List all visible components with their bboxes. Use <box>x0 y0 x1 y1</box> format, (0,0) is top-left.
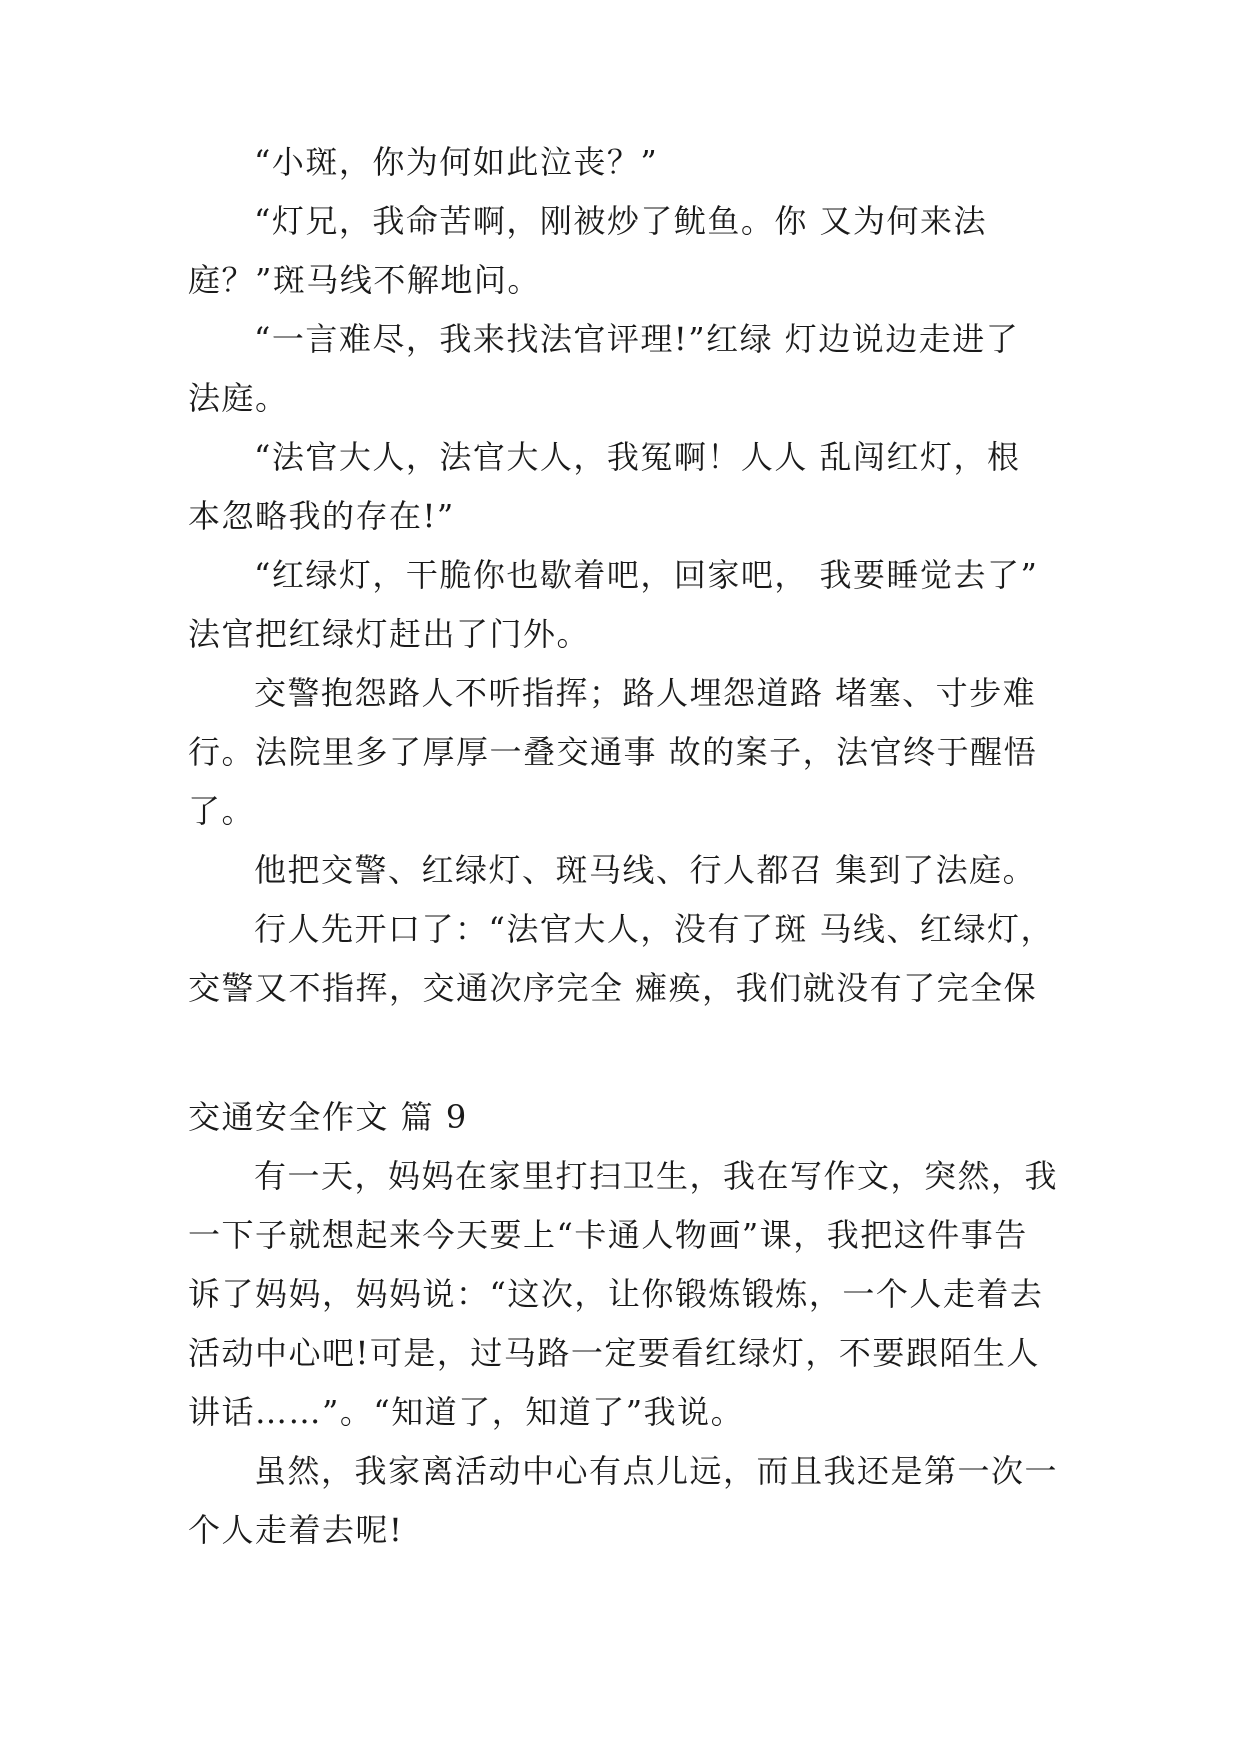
essay-section <box>188 1147 1068 1560</box>
text-line: 交警又不指挥，交通次序完全 瘫痪，我们就没有了完全保 <box>188 969 1038 1007</box>
text-line: 本忽略我的存在!” <box>188 497 455 535</box>
text-line: 法官把红绿灯赶出了门外。 <box>188 615 591 653</box>
text-line: 讲话……”。“知道了，知道了”我说。 <box>188 1393 745 1431</box>
story-section <box>188 133 1068 1018</box>
text-line: 虽然，我家离活动中心有点儿远，而且我还是第一次一 <box>254 1452 1059 1490</box>
text-line: “一言难尽，我来找法官评理!”红绿 灯边说边走进了 <box>254 320 1020 358</box>
text-line: 庭？”斑马线不解地问。 <box>188 261 541 299</box>
text-line: 交警抱怨路人不听指挥；路人埋怨道路 堵塞、寸步难 <box>254 674 1037 712</box>
text-line: 行人先开口了：“法官大人，没有了斑 马线、红绿灯， <box>254 910 1055 948</box>
text-line: “灯兄，我命苦啊，刚被炒了鱿鱼。你 又为何来法 <box>254 202 988 240</box>
text-line: “红绿灯，干脆你也歇着吧，回家吧， 我要睡觉去了” <box>254 556 1039 594</box>
text-line: 诉了妈妈，妈妈说：“这次，让你锻炼锻炼，一个人走着去 <box>188 1275 1044 1313</box>
text-line: 了。 <box>188 792 256 830</box>
text-line: “小斑，你为何如此泣丧？” <box>254 143 659 181</box>
text-line: 行。法院里多了厚厚一叠交通事 故的案子，法官终于醒悟 <box>188 733 1038 771</box>
text-line: 有一天，妈妈在家里打扫卫生，我在写作文，突然，我 <box>254 1157 1059 1195</box>
section-heading: 交通安全作文 篇 9 <box>188 1098 468 1136</box>
text-line: “法官大人，法官大人，我冤啊！人人 乱闯红灯，根 <box>254 438 1021 476</box>
text-line: 一下子就想起来今天要上“卡通人物画”课，我把这件事告 <box>188 1216 1028 1254</box>
text-line: 法庭。 <box>188 379 289 417</box>
text-line: 活动中心吧!可是，过马路一定要看红绿灯，不要跟陌生人 <box>188 1334 1040 1372</box>
text-line: 他把交警、红绿灯、斑马线、行人都召 集到了法庭。 <box>254 851 1037 889</box>
text-line: 个人走着去呢! <box>188 1511 404 1549</box>
